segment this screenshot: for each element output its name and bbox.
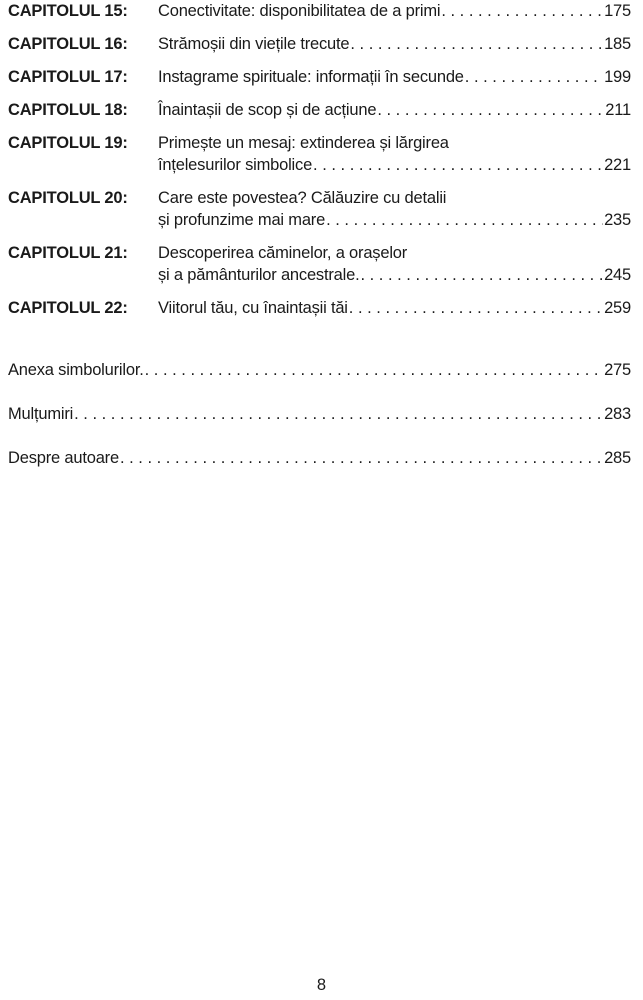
toc-line xyxy=(158,33,631,55)
back-matter-title: Mulțumiri xyxy=(8,405,74,423)
chapter-label: CAPITOLUL 17: xyxy=(8,68,128,86)
toc-line xyxy=(158,66,631,88)
dot-leader xyxy=(120,447,603,469)
dot-leader xyxy=(360,264,603,286)
toc-entry-about-author[interactable] xyxy=(8,447,631,469)
toc-line xyxy=(158,242,631,264)
chapter-label: CAPITOLUL 18: xyxy=(8,101,128,119)
toc-line xyxy=(158,99,631,121)
chapter-body xyxy=(158,242,631,286)
chapter-label: CAPITOLUL 19: xyxy=(8,134,128,152)
toc-line xyxy=(158,264,631,286)
page-number: 221 xyxy=(604,156,631,174)
chapter-title: Înaintașii de scop și de acțiune xyxy=(158,101,377,119)
dot-leader xyxy=(145,359,603,381)
toc-entry-symbol-appendix[interactable] xyxy=(8,359,631,381)
page-number: 185 xyxy=(604,35,631,53)
page-number: 235 xyxy=(604,211,631,229)
toc-entry-chapter-16[interactable] xyxy=(8,33,631,55)
chapter-title: Conectivitate: disponibilitatea de a primi xyxy=(158,2,441,20)
dot-leader xyxy=(465,66,603,88)
toc-entry-chapter-22[interactable] xyxy=(8,297,631,319)
toc-line xyxy=(158,209,631,231)
chapter-body xyxy=(158,99,631,121)
chapter-title: Care este povestea? Călăuzire cu detalii xyxy=(158,189,447,207)
toc-line xyxy=(158,187,631,209)
page-number: 199 xyxy=(604,68,631,86)
dot-leader xyxy=(74,403,603,425)
page-folio-number: 8 xyxy=(316,976,327,994)
toc-entry-chapter-20[interactable] xyxy=(8,187,631,231)
toc-entry-chapter-19[interactable] xyxy=(8,132,631,176)
chapter-title: Primește un mesaj: extinderea și lărgirea xyxy=(158,134,449,152)
table-of-contents xyxy=(8,0,631,491)
chapter-title-continued: înțelesurilor simbolice xyxy=(158,156,313,174)
page-number: 283 xyxy=(604,405,631,423)
dot-leader xyxy=(441,0,603,22)
chapter-title: Descoperirea căminelor, a orașelor xyxy=(158,244,408,262)
toc-line xyxy=(158,0,631,22)
back-matter-title: Anexa simbolurilor. xyxy=(8,361,144,379)
chapter-body xyxy=(158,297,631,319)
toc-line xyxy=(158,297,631,319)
toc-entry-chapter-17[interactable] xyxy=(8,66,631,88)
toc-entry-chapter-21[interactable] xyxy=(8,242,631,286)
page-number: 175 xyxy=(604,2,631,20)
chapter-label: CAPITOLUL 15: xyxy=(8,2,128,20)
chapter-body xyxy=(158,33,631,55)
page-number: 275 xyxy=(604,361,631,379)
chapter-title: Viitorul tău, cu înaintașii tăi xyxy=(158,299,348,317)
dot-leader xyxy=(349,297,603,319)
back-matter-title: Despre autoare xyxy=(8,449,119,467)
chapter-title-continued: și profunzime mai mare xyxy=(158,211,326,229)
dot-leader xyxy=(313,154,603,176)
chapter-body xyxy=(158,187,631,231)
toc-line xyxy=(158,154,631,176)
dot-leader xyxy=(326,209,603,231)
chapter-list xyxy=(8,0,631,319)
chapter-body xyxy=(158,66,631,88)
chapter-title-continued: și a pământurilor ancestrale. xyxy=(158,266,360,284)
toc-entry-chapter-15[interactable] xyxy=(8,0,631,22)
chapter-body xyxy=(158,0,631,22)
toc-entry-acknowledgements[interactable] xyxy=(8,403,631,425)
chapter-body xyxy=(158,132,631,176)
page-number: 211 xyxy=(605,101,631,119)
chapter-label: CAPITOLUL 16: xyxy=(8,35,128,53)
dot-leader xyxy=(377,99,604,121)
chapter-label: CAPITOLUL 22: xyxy=(8,299,128,317)
dot-leader xyxy=(350,33,603,55)
chapter-title: Instagrame spirituale: informații în secunde xyxy=(158,68,464,86)
page-number: 259 xyxy=(604,299,631,317)
back-matter-list xyxy=(8,359,631,469)
chapter-label: CAPITOLUL 20: xyxy=(8,189,128,207)
page-number: 285 xyxy=(604,449,631,467)
toc-line xyxy=(158,132,631,154)
chapter-label: CAPITOLUL 21: xyxy=(8,244,128,262)
chapter-title: Strămoșii din viețile trecute xyxy=(158,35,350,53)
page-number: 245 xyxy=(604,266,631,284)
toc-entry-chapter-18[interactable] xyxy=(8,99,631,121)
